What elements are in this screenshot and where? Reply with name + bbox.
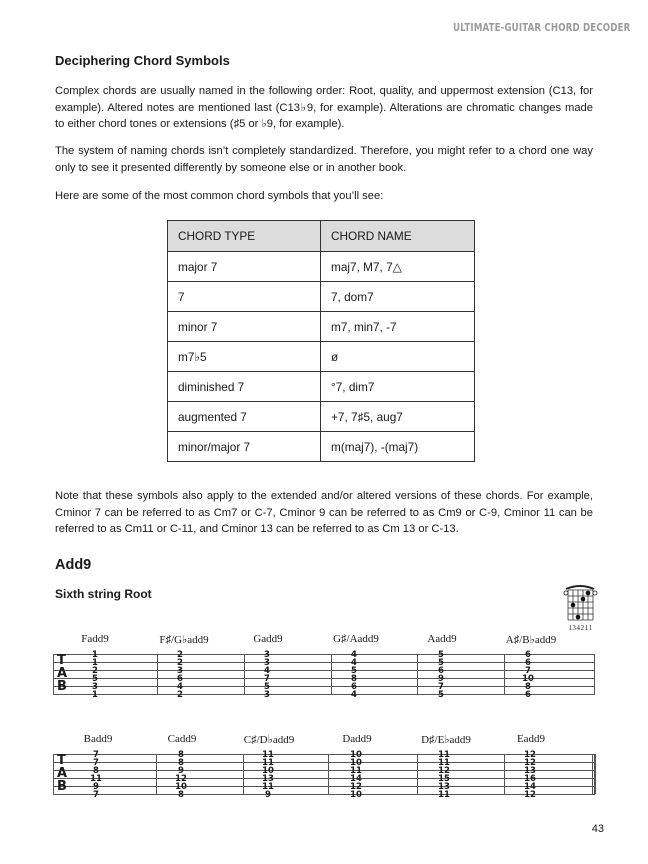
column-header-chord-name: CHORD NAME (321, 221, 475, 252)
chord-label: Cadd9 (167, 733, 197, 745)
chord-label: Fadd9 (81, 633, 109, 645)
fret-column: 12 12 13 16 14 12 (524, 750, 536, 800)
running-head: ULTIMATE-GUITAR CHORD DECODER (452, 22, 630, 34)
fret-column: 3 3 4 7 5 3 (264, 650, 270, 700)
fret-column: 11 11 12 15 13 11 (438, 750, 450, 800)
chord-label: Dadd9 (342, 733, 372, 745)
paragraph-extended-chords: Note that these symbols also apply to the extended and/or altered versions of these chords. For example, Cminor 7 can be referred to as Cm7 or C-7, Cminor 9 can be referred to as Cm9 or C-9, Cminor 11 can be referred to as Cm11 or C-11, and Cminor 13 can be referred to as Cm 13 or C-13. (55, 490, 593, 535)
chord-name-cell: maj7, M7, 7△ (321, 252, 475, 282)
chord-type-cell: minor 7 (168, 312, 321, 342)
tab-staff (53, 650, 595, 704)
table-row (168, 372, 475, 402)
table-header-row (168, 221, 475, 252)
chord-type-cell: augmented 7 (168, 402, 321, 432)
chord-name-cell: m7, min7, -7 (321, 312, 475, 342)
chord-label: Aadd9 (427, 633, 457, 645)
add9-heading: Add9 (55, 557, 92, 573)
table-row (168, 402, 475, 432)
chord-label: A♯/B♭add9 (505, 634, 557, 646)
paragraph-naming-order: Complex chords are usually named in the following order: Root, quality, and uppermost extension (C13, for example). Altered notes are mentioned last (C13♭9, for example). Alterations are chromatic changes made to either chord tones or extensions (♯5 or ♭9, for example). (55, 85, 593, 130)
chord-name-cell: +7, 7♯5, aug7 (321, 402, 475, 432)
fret-column: 8 8 9 12 10 8 (175, 750, 187, 800)
chord-name-cell: 7, dom7 (321, 282, 475, 312)
fret-column: 10 10 11 14 12 10 (350, 750, 362, 800)
chord-name-cell: °7, dim7 (321, 372, 475, 402)
paragraph-table-intro: Here are some of the most common chord symbols that you’ll see: (55, 190, 384, 202)
fret-column: 1 1 2 5 3 1 (92, 650, 98, 700)
chord-name-cell: m(maj7), -(maj7) (321, 432, 475, 462)
chord-type-cell: minor/major 7 (168, 432, 321, 462)
chord-diagram-icon (560, 583, 600, 633)
tab-clef: T A B (57, 753, 68, 794)
column-header-chord-type: CHORD TYPE (168, 221, 321, 252)
chord-name-cell: ø (321, 342, 475, 372)
chord-symbols-table (167, 220, 475, 462)
chord-type-cell: 7 (168, 282, 321, 312)
chord-label: F♯/G♭add9 (159, 634, 209, 646)
tab-clef: T A B (57, 653, 68, 694)
table-row (168, 252, 475, 282)
chord-type-cell: m7♭5 (168, 342, 321, 372)
chord-label: C♯/D♭add9 (243, 734, 295, 746)
fret-column: 11 11 10 13 11 9 (262, 750, 274, 800)
chord-type-cell: major 7 (168, 252, 321, 282)
fret-column: 5 5 6 9 7 5 (438, 650, 444, 700)
paragraph-standardization: The system of naming chords isn’t completely standardized. Therefore, you might refer to a chord one way only to see it presented differently by someone else or in another book. (55, 145, 593, 174)
svg-text:134211: 134211 (568, 624, 593, 632)
tab-staff (53, 750, 595, 804)
fret-column: 4 4 5 8 6 4 (351, 650, 357, 700)
table-row (168, 432, 475, 462)
fret-column: 2 2 3 6 4 2 (177, 650, 183, 700)
fret-column: 6 6 7 10 8 6 (522, 650, 534, 700)
table-row (168, 342, 475, 372)
fret-column: 7 7 8 11 9 7 (90, 750, 102, 800)
chord-label: G♯/Aadd9 (333, 633, 379, 645)
table-row (168, 282, 475, 312)
page-number: 43 (591, 823, 604, 835)
sixth-string-root-subheading: Sixth string Root (55, 587, 152, 601)
section-title: Deciphering Chord Symbols (55, 53, 230, 68)
chord-label: Badd9 (83, 733, 113, 745)
chord-type-cell: diminished 7 (168, 372, 321, 402)
table-row (168, 312, 475, 342)
chord-label: Eadd9 (516, 733, 546, 745)
chord-label: D♯/E♭add9 (421, 734, 471, 746)
chord-label: Gadd9 (253, 633, 283, 645)
